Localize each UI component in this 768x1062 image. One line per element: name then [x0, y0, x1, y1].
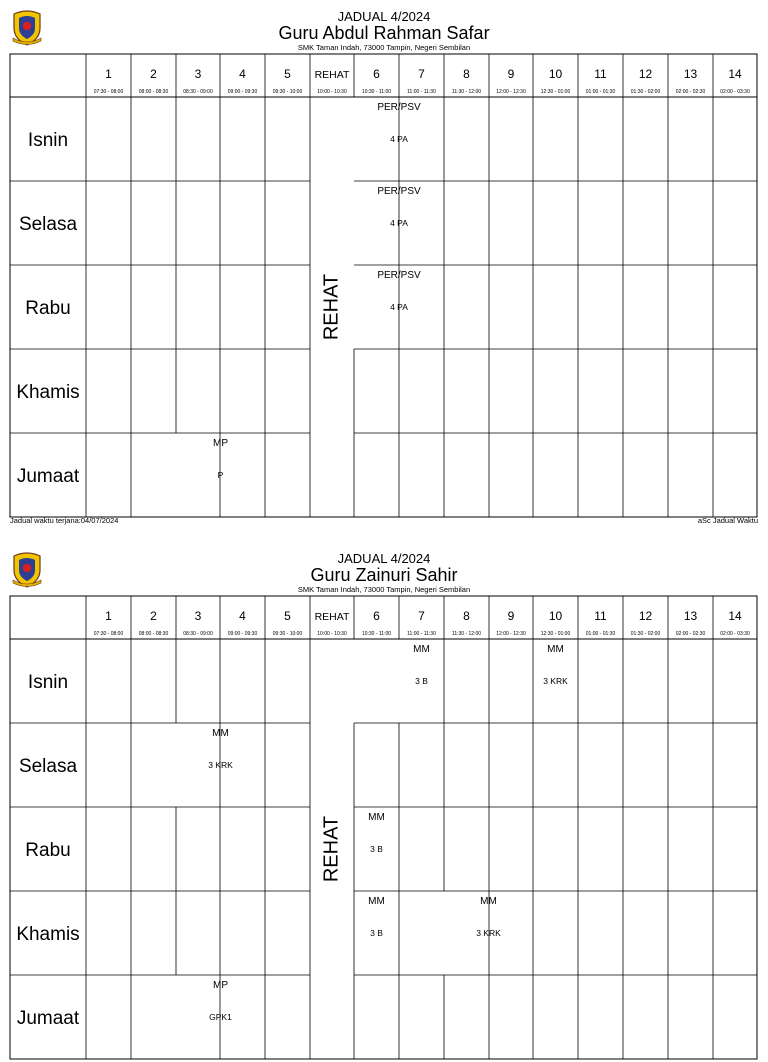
period-number: 2 [150, 609, 157, 623]
break-label: REHAT [320, 273, 343, 341]
period-number: 12 [638, 67, 653, 81]
period-number: 3 [194, 609, 202, 623]
day-label: Jumaat [16, 466, 80, 487]
lesson-class: 3 B [415, 676, 428, 686]
day-label: Isnin [27, 672, 69, 693]
school-address: SMK Taman Indah, 73000 Tampin, Negeri Sembilan [297, 43, 471, 52]
lesson-subject: MP [213, 980, 228, 991]
teacher-name: Guru Abdul Rahman Safar [278, 23, 490, 43]
period-number: 9 [507, 609, 515, 623]
period-number: 13 [683, 67, 698, 81]
lesson-subject: PER/PSV [377, 270, 421, 281]
lesson-class: 4 PA [390, 302, 408, 312]
period-number: 4 [239, 609, 246, 623]
period-number: 13 [683, 609, 698, 623]
software-credit: aSc Jadual Waktu [697, 516, 758, 525]
day-label: Khamis [16, 382, 80, 403]
lesson-subject: MM [547, 644, 564, 655]
lesson-subject: MM [212, 728, 229, 739]
lesson-class: 3 KRK [543, 676, 568, 686]
period-number: 8 [463, 609, 470, 623]
period-time: 09:00 - 09:30 [227, 631, 258, 637]
period-time: 11:30 - 12:00 [451, 631, 482, 637]
lesson-cell[interactable] [176, 433, 265, 517]
period-time: 12:00 - 12:30 [496, 631, 526, 637]
period-number: 9 [507, 67, 515, 81]
lesson-cell[interactable] [176, 975, 265, 1059]
period-number: 14 [728, 67, 742, 81]
period-time: 08:30 - 09:00 [183, 631, 213, 637]
lesson-cell[interactable] [444, 891, 533, 975]
period-time: 12:30 - 01:00 [540, 89, 571, 95]
timetable-code: JADUAL 4/2024 [337, 551, 431, 566]
lesson-subject: PER/PSV [377, 186, 421, 197]
lesson-cell[interactable] [354, 97, 444, 181]
period-time: 01:00 - 01:30 [585, 631, 616, 637]
lesson-subject: PER/PSV [377, 102, 421, 113]
period-number: 1 [105, 67, 112, 81]
period-time: 10:00 - 10:30 [317, 631, 347, 637]
lesson-subject: MP [213, 438, 228, 449]
lesson-class: 4 PA [390, 218, 408, 228]
timetable-page [0, 542, 768, 1029]
period-time: 10:30 - 11:00 [361, 631, 392, 637]
break-label: REHAT [320, 815, 343, 883]
period-number: 1 [105, 609, 112, 623]
period-number: 2 [150, 67, 157, 81]
day-label: Selasa [18, 214, 78, 235]
period-time: 12:30 - 01:00 [540, 631, 571, 637]
teacher-name: Guru Zainuri Sahir [310, 565, 458, 585]
period-time: 02:00 - 03:30 [720, 89, 750, 95]
lesson-cell[interactable] [354, 891, 399, 975]
timetable-grid [0, 542, 768, 1062]
lesson-subject: MM [368, 896, 385, 907]
day-label: Selasa [18, 756, 78, 777]
period-time: 09:30 - 10:00 [272, 631, 303, 637]
period-number: 10 [548, 67, 563, 81]
lesson-subject: MM [368, 812, 385, 823]
period-time: 01:30 - 02:00 [630, 89, 661, 95]
period-number: 3 [194, 67, 202, 81]
period-time: 01:00 - 01:30 [585, 89, 616, 95]
lesson-class: 3 KRK [208, 760, 233, 770]
period-time: 10:00 - 10:30 [317, 89, 347, 95]
generated-date: Jadual waktu terjana:04/07/2024 [10, 516, 119, 525]
period-number: 5 [284, 67, 291, 81]
lesson-cell[interactable] [354, 181, 444, 265]
period-number: 11 [594, 67, 607, 81]
period-number: REHAT [314, 611, 350, 623]
lesson-subject: MM [413, 644, 430, 655]
lesson-class: 3 KRK [476, 928, 501, 938]
lesson-class: GPK1 [209, 1012, 232, 1022]
period-number: 7 [418, 609, 425, 623]
day-label: Khamis [16, 924, 80, 945]
period-time: 08:00 - 08:30 [138, 89, 169, 95]
period-number: 12 [638, 609, 653, 623]
school-address: SMK Taman Indah, 73000 Tampin, Negeri Sembilan [297, 585, 471, 594]
lesson-cell[interactable] [176, 723, 265, 807]
period-number: 8 [463, 67, 470, 81]
period-number: REHAT [314, 69, 350, 81]
lesson-cell[interactable] [533, 639, 578, 723]
period-time: 09:00 - 09:30 [227, 89, 258, 95]
day-label: Isnin [27, 130, 69, 151]
period-time: 07:30 - 08:00 [93, 89, 124, 95]
period-time: 02:00 - 02:30 [675, 89, 706, 95]
period-time: 12:00 - 12:30 [496, 89, 526, 95]
period-number: 4 [239, 67, 246, 81]
period-time: 11:00 - 11:30 [407, 89, 436, 95]
period-time: 01:30 - 02:00 [630, 631, 661, 637]
lesson-cell[interactable] [354, 265, 444, 349]
period-time: 07:30 - 08:00 [93, 631, 124, 637]
lesson-class: 3 B [370, 844, 383, 854]
lesson-cell[interactable] [354, 639, 489, 723]
period-number: 6 [373, 609, 380, 623]
period-number: 5 [284, 609, 291, 623]
period-time: 02:00 - 02:30 [675, 631, 706, 637]
period-number: 14 [728, 609, 742, 623]
period-time: 11:00 - 11:30 [407, 631, 436, 637]
period-time: 08:00 - 08:30 [138, 631, 169, 637]
period-number: 6 [373, 67, 380, 81]
day-label: Rabu [25, 298, 71, 319]
period-time: 08:30 - 09:00 [183, 89, 213, 95]
lesson-class: 3 B [370, 928, 383, 938]
lesson-class: 4 PA [390, 134, 408, 144]
period-number: 10 [548, 609, 563, 623]
period-number: 7 [418, 67, 425, 81]
lesson-class: P [217, 470, 224, 480]
lesson-subject: MM [480, 896, 497, 907]
period-time: 11:30 - 12:00 [451, 89, 482, 95]
period-number: 11 [594, 609, 607, 623]
period-time: 10:30 - 11:00 [361, 89, 392, 95]
period-time: 09:30 - 10:00 [272, 89, 303, 95]
day-label: Jumaat [16, 1008, 80, 1029]
day-label: Rabu [25, 840, 71, 861]
lesson-cell[interactable] [354, 807, 399, 891]
period-time: 02:00 - 03:30 [720, 631, 750, 637]
timetable-code: JADUAL 4/2024 [337, 9, 431, 24]
timetable-page [0, 0, 768, 525]
